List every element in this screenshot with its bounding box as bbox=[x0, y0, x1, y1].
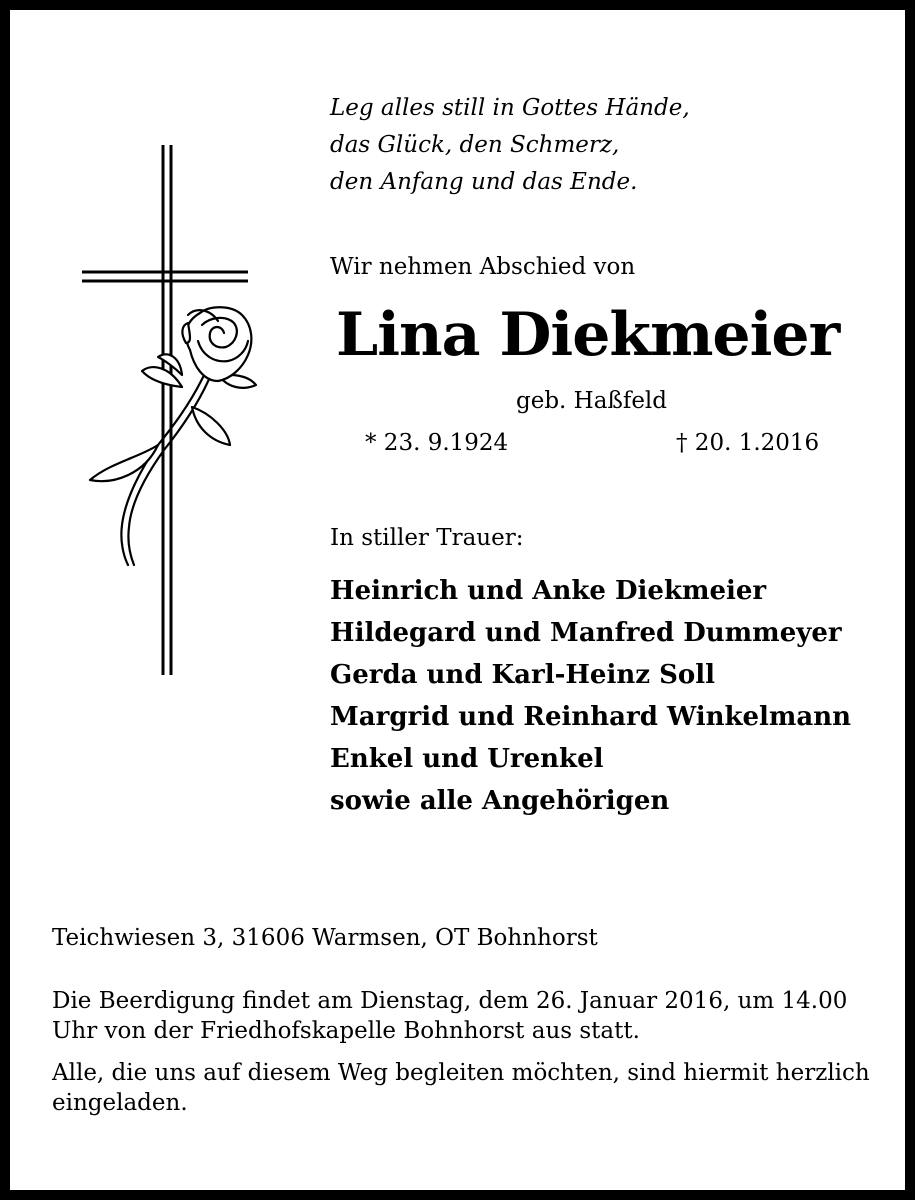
mourning-label: In stiller Trauer: bbox=[330, 525, 524, 551]
mourner-entry: Margrid und Reinhard Winkelmann bbox=[330, 702, 852, 732]
maiden-name: geb. Haßfeld bbox=[516, 388, 668, 414]
mourner-entry: sowie alle Angehörigen bbox=[330, 786, 670, 816]
mourner-entry: Hildegard und Manfred Dummeyer bbox=[330, 618, 842, 648]
obituary-notice bbox=[10, 10, 905, 1190]
address: Teichwiesen 3, 31606 Warmsen, OT Bohnhorst bbox=[52, 925, 598, 951]
death-date: † 20. 1.2016 bbox=[676, 430, 820, 456]
mourners-list bbox=[330, 570, 851, 822]
verse-line: Leg alles still in Gottes Hände, bbox=[330, 95, 690, 121]
farewell-intro: Wir nehmen Abschied von bbox=[330, 254, 636, 280]
cross-icon bbox=[70, 145, 270, 685]
rose-icon bbox=[90, 307, 256, 565]
mourner-entry: Gerda und Karl-Heinz Soll bbox=[330, 660, 715, 690]
invitation-text: Alle, die uns auf diesem Weg begleiten möchten, sind hiermit herzlich eingeladen. bbox=[52, 1060, 870, 1116]
verse-line: den Anfang und das Ende. bbox=[330, 169, 638, 195]
verse-line: das Glück, den Schmerz, bbox=[330, 132, 620, 158]
mourner-entry: Enkel und Urenkel bbox=[330, 744, 604, 774]
memorial-verse bbox=[330, 90, 690, 201]
mourner-entry: Heinrich und Anke Diekmeier bbox=[330, 576, 767, 606]
birth-date: * 23. 9.1924 bbox=[365, 430, 509, 456]
deceased-name: Lina Diekmeier bbox=[336, 300, 840, 370]
funeral-info: Die Beerdigung findet am Dienstag, dem 26. Januar 2016, um 14.00 Uhr von der Friedhofskapelle Bohnhorst aus statt. bbox=[52, 988, 848, 1044]
